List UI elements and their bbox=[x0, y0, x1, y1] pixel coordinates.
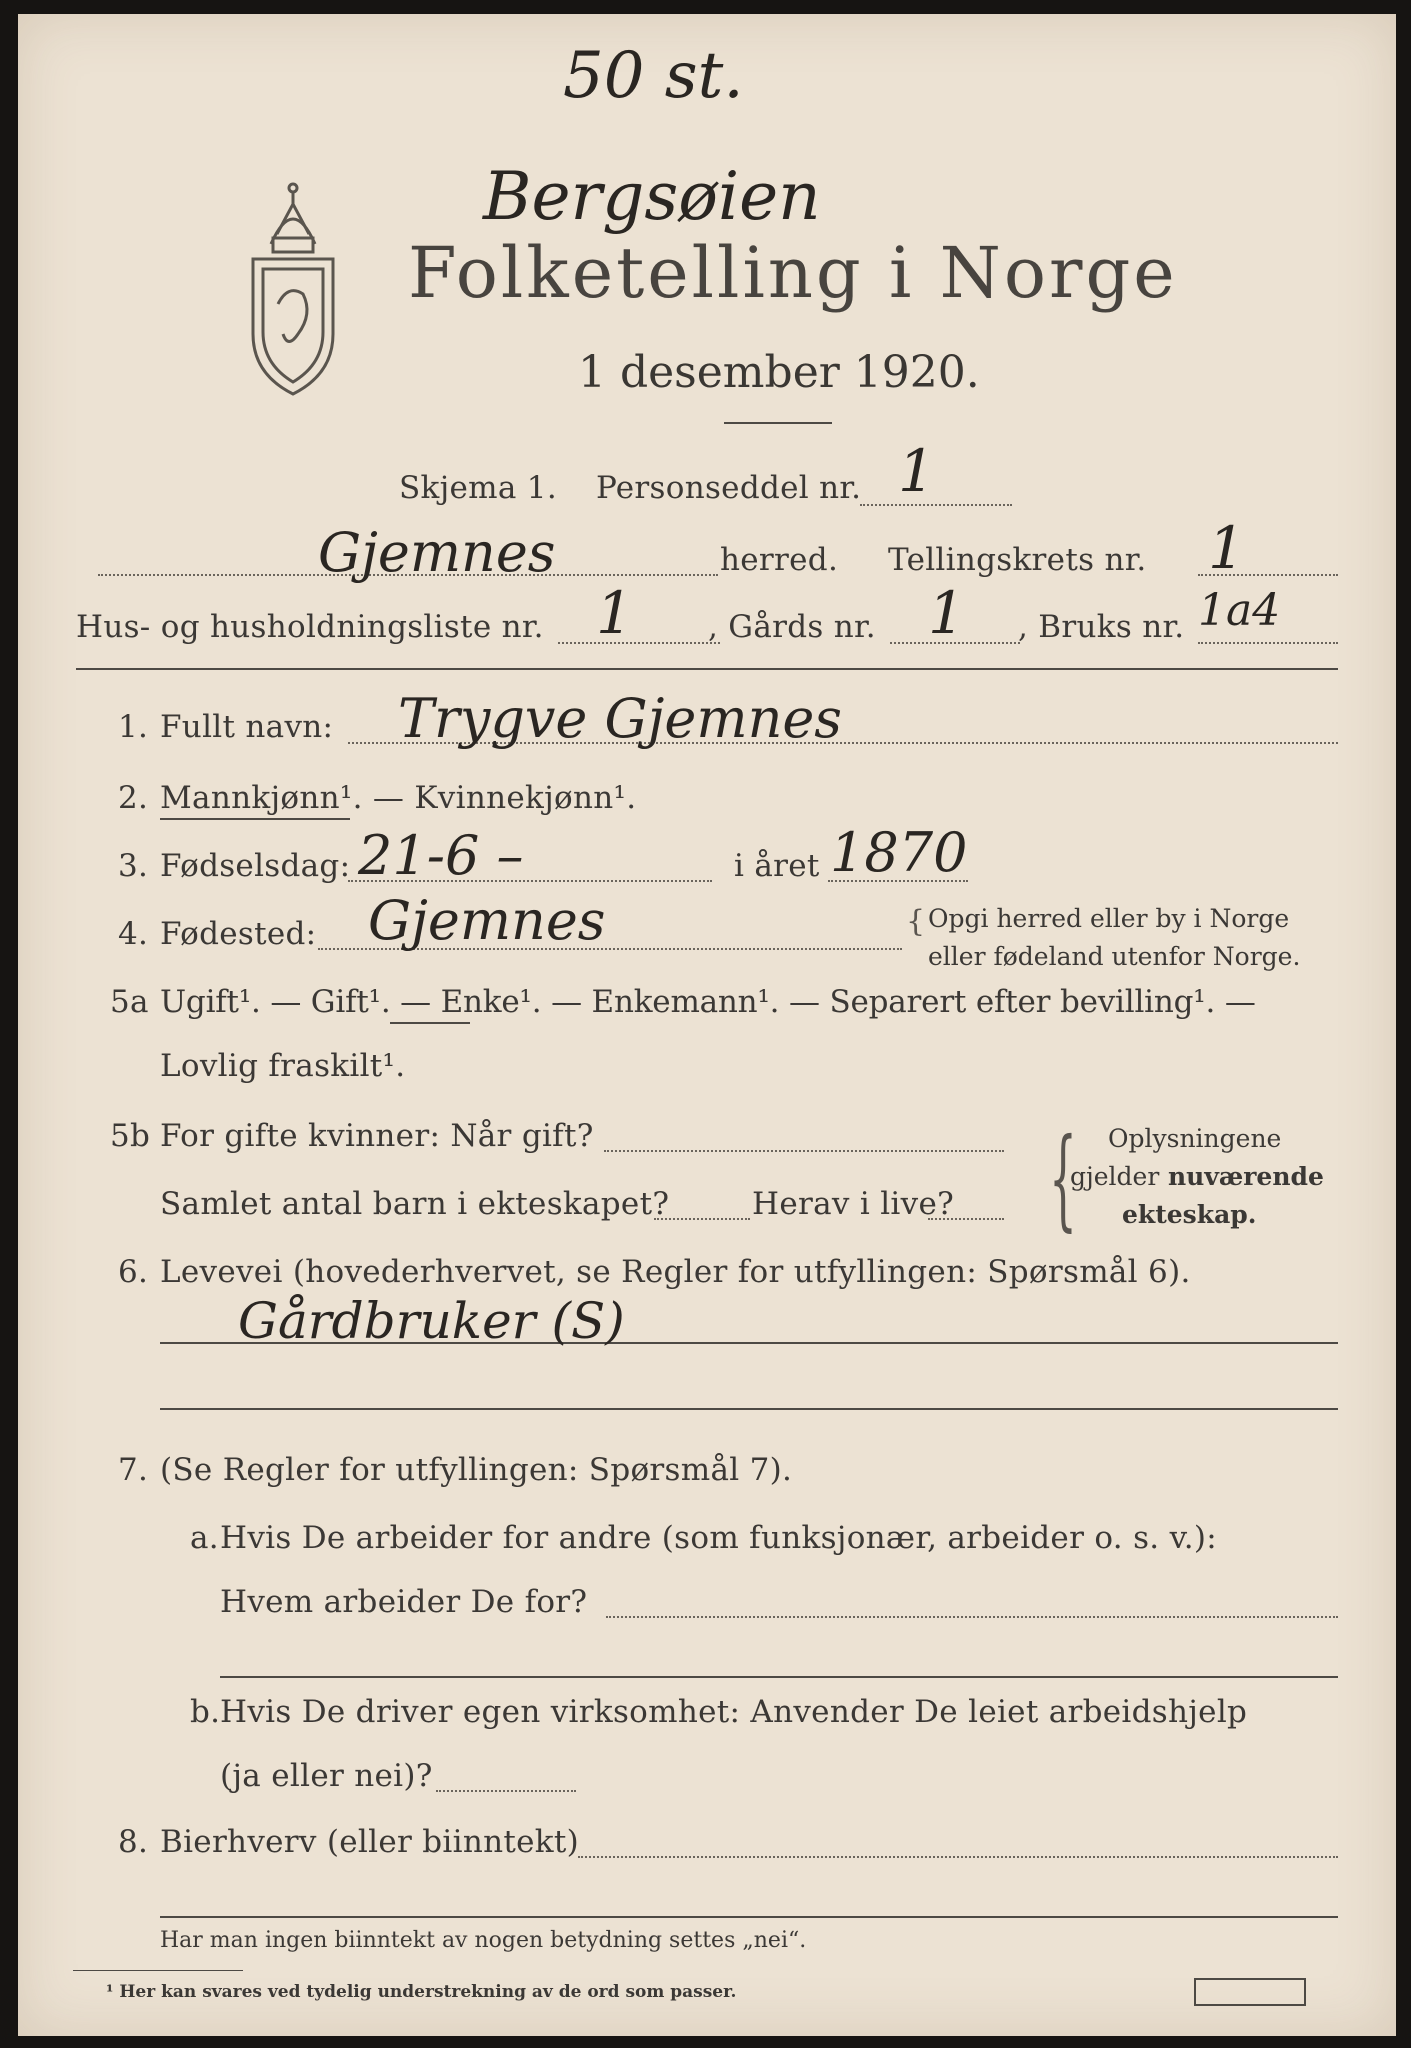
husholdningsliste-dots bbox=[558, 642, 720, 644]
q7-label: (Se Regler for utfyllingen: Spørsmål 7). bbox=[160, 1452, 793, 1488]
bruks-dots bbox=[1198, 642, 1338, 644]
q7b-line1: Hvis De driver egen virksomhet: Anvender De leiet arbeidshjelp bbox=[220, 1694, 1248, 1730]
form-title: Folketelling i Norge bbox=[408, 232, 1178, 314]
header-rule bbox=[76, 668, 1338, 670]
printer-stamp bbox=[1194, 1978, 1306, 2006]
q4-number: 4. bbox=[118, 916, 149, 952]
coat-of-arms-icon bbox=[233, 174, 353, 404]
q7a-line2: Hvem arbeider De for? bbox=[220, 1584, 588, 1620]
q5b-gift-dots bbox=[604, 1150, 1004, 1152]
footnote-rule bbox=[73, 1970, 243, 1971]
q3-number: 3. bbox=[118, 848, 149, 884]
q8-label: Bierhverv (eller biinntekt) bbox=[160, 1824, 580, 1860]
personseddel-dots bbox=[860, 504, 1012, 506]
skjema-label: Skjema 1. bbox=[399, 470, 557, 506]
q5b-barn-dots bbox=[654, 1218, 750, 1220]
personseddel-label: Personseddel nr. bbox=[596, 470, 862, 506]
q5b-note-brace: { bbox=[1049, 1114, 1077, 1242]
q7b-letter: b. bbox=[190, 1694, 221, 1730]
q8-line-extra bbox=[160, 1916, 1338, 1918]
q7a-letter: a. bbox=[190, 1520, 219, 1556]
q2-underline-mann bbox=[160, 818, 350, 820]
q1-value: Trygve Gjemnes bbox=[398, 687, 843, 750]
q6-label: Levevei (hovederhvervet, se Regler for utfyllingen: Spørsmål 6). bbox=[160, 1254, 1191, 1290]
tellingskrets-value: 1 bbox=[1208, 514, 1245, 582]
q3-label: Fødselsdag: bbox=[160, 848, 351, 884]
q4-label: Fødested: bbox=[160, 916, 317, 952]
q5a-underline-gift bbox=[390, 1022, 470, 1024]
q5a-line1: Ugift¹. — Gift¹. — Enke¹. — Enkemann¹. — Separert efter bevilling¹. — bbox=[160, 984, 1256, 1020]
q7b-line2: (ja eller nei)? bbox=[220, 1758, 433, 1794]
q5b-line2a: Samlet antal barn i ekteskapet? bbox=[160, 1186, 670, 1222]
q4-note-line1: Opgi herred eller by i Norge bbox=[928, 904, 1290, 933]
herred-label: herred. bbox=[720, 542, 839, 578]
title-divider bbox=[724, 422, 832, 424]
q4-note-brace: { bbox=[906, 904, 926, 939]
q5b-number: 5b bbox=[110, 1118, 151, 1154]
husholdningsliste-label: Hus- og husholdningsliste nr. bbox=[76, 609, 544, 645]
q5b-note-line3: ekteskap. bbox=[1122, 1200, 1257, 1229]
q5b-live-dots bbox=[928, 1218, 1004, 1220]
note-nei: Har man ingen biinntekt av nogen betydning settes „nei“. bbox=[160, 1928, 807, 1953]
q2-number: 2. bbox=[118, 780, 149, 816]
husholdningsliste-value: 1 bbox=[596, 579, 633, 647]
q5b-note-line2b: nuværende bbox=[1168, 1162, 1324, 1191]
census-form-page bbox=[18, 14, 1396, 2036]
q4-note-line2: eller fødeland utenfor Norge. bbox=[928, 942, 1301, 971]
q4-value: Gjemnes bbox=[368, 889, 606, 952]
q7a-line-extra bbox=[220, 1676, 1338, 1678]
handwritten-place-name: Bergsøien bbox=[483, 158, 821, 235]
form-date: 1 desember 1920. bbox=[578, 347, 980, 398]
personseddel-value: 1 bbox=[898, 437, 935, 505]
q7-number: 7. bbox=[118, 1452, 149, 1488]
q5a-number: 5a bbox=[110, 984, 149, 1020]
q5a-line2: Lovlig fraskilt¹. bbox=[160, 1048, 406, 1084]
q3-year-label: i året bbox=[734, 848, 820, 884]
q8-dots bbox=[578, 1856, 1338, 1858]
q3-value: 21-6 – bbox=[358, 824, 524, 887]
gards-value: 1 bbox=[928, 579, 965, 647]
q2-label: Mannkjønn¹. — Kvinnekjønn¹. bbox=[160, 780, 637, 816]
q5b-line2b: Herav i live? bbox=[752, 1186, 955, 1222]
q6-value: Gårdbruker (S) bbox=[238, 1292, 625, 1350]
q7a-dots bbox=[606, 1616, 1338, 1618]
handwritten-top-note: 50 st. bbox=[563, 39, 744, 113]
gards-label: , Gårds nr. bbox=[708, 609, 876, 645]
footnote: ¹ Her kan svares ved tydelig understrekning av de ord som passer. bbox=[106, 1982, 737, 2002]
q1-label: Fullt navn: bbox=[160, 709, 334, 745]
herred-value: Gjemnes bbox=[318, 521, 556, 584]
q5b-line1: For gifte kvinner: Når gift? bbox=[160, 1118, 594, 1154]
q8-number: 8. bbox=[118, 1824, 149, 1860]
q6-line2 bbox=[160, 1408, 1338, 1410]
q1-number: 1. bbox=[118, 709, 149, 745]
bruks-value: 1a4 bbox=[1198, 585, 1281, 636]
tellingskrets-label: Tellingskrets nr. bbox=[888, 542, 1147, 578]
q5b-note-line1: Oplysningene bbox=[1108, 1124, 1282, 1153]
q3-year-value: 1870 bbox=[830, 821, 968, 884]
q6-number: 6. bbox=[118, 1254, 149, 1290]
q5b-note-line2a: gjelder bbox=[1070, 1162, 1160, 1191]
q7a-line1: Hvis De arbeider for andre (som funksjonær, arbeider o. s. v.): bbox=[220, 1520, 1218, 1556]
q7b-dots bbox=[436, 1790, 576, 1792]
bruks-label: , Bruks nr. bbox=[1018, 609, 1185, 645]
